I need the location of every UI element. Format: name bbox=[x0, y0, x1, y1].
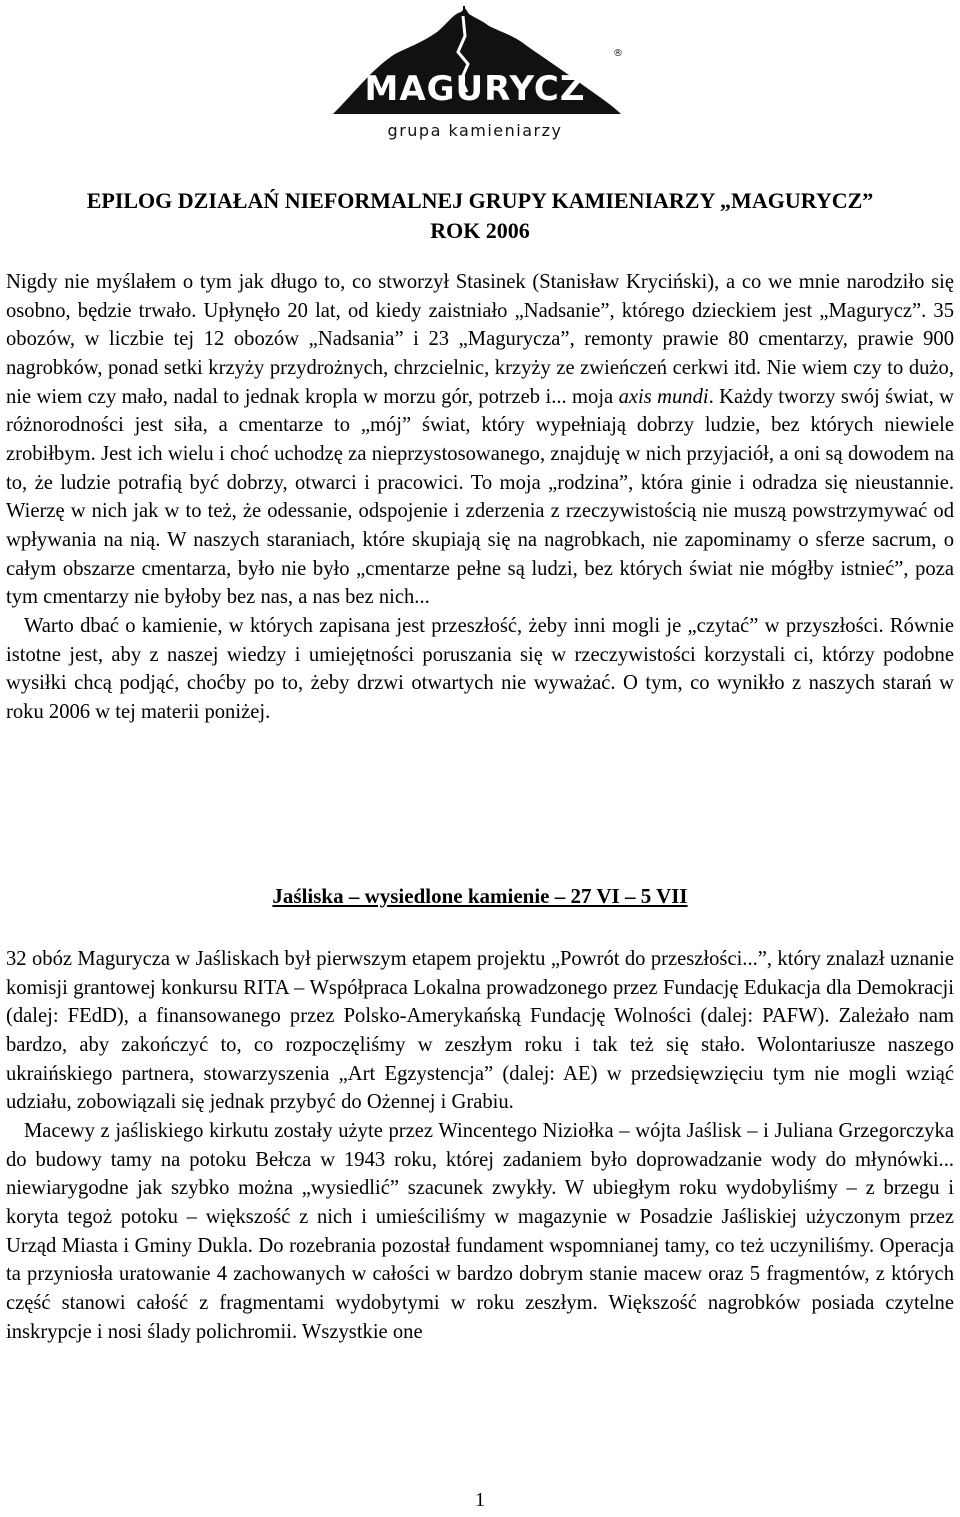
registered-mark: ® bbox=[613, 48, 623, 59]
intro-text-part2: . Każdy tworzy swój świat, w różnorodności jest siła, a cmentarze to „mój” świat, który wypełniają dobrzy ludzie, bez których niewiele zrobiłbym. Jest ich wielu i choć uchodzę za nieprzystosowanego, znajduję w nich przyjaciół, a oni są dowodem na to, że ludzie potrafią być dobrzy, otwarci i pracowici. To moja „rodzina”, która ginie i odradza się nieustannie. Wierzę w nich jak w to też, że odessanie, odspojenie i zderzenia z rzeczywistością nie muszą powstrzymywać od wpływania na nią. W naszych staraniach, które skupiają się na nagrobkach, nie zapominamy o sferze sacrum, o całym obszarze cmentarza, było nie było „cmentarze pełne są ludzi, bez których świat nie mógłby istnieć”, poza tym cmentarzy nie byłoby bez nas, a nas bez nich... bbox=[6, 385, 954, 609]
intro-text-part3: Warto dbać o kamienie, w których zapisana jest przeszłość, żeby inni mogli je „czytać” w przyszłości. Równie istotne jest, aby z naszej wiedzy i umiejętności poruszania się w rzeczywistości korzystali ci, którzy podobne wysiłki chcą podjąć, choćby po to, żeby drzwi otwartych nie wyważać. O tym, co wynikło z naszych starań w roku 2006 w tej materii poniżej. bbox=[6, 614, 954, 723]
document-subtitle-year: ROK 2006 bbox=[430, 218, 530, 243]
section-text-para1: 32 obóz Magurycza w Jaśliskach był pierwszym etapem projektu „Powrót do przeszłości...”, który znalazł uznanie komisji grantowej konkursu RITA – Współpraca Lokalna prowadzonego przez Fundację Edukacja dla Demokracji (dalej: FEdD), a finansowanego przez Polsko-Amerykańską Fundację Wolności (dalej: PAFW). Zależało nam bardzo, aby zakończyć to, co rozpoczęliśmy w zeszłym roku i tak też się stało. Wolontariusze naszego ukraińskiego partnera, stowarzyszenia „Art Egzystencja” (dalej: AE) w przedsięwzięciu tym nie mogli wziąć udziału, zobowiązali się jednak przybyć do Ożennej i Grabiu. bbox=[6, 948, 954, 1114]
logo-tagline: grupa kamieniarzy bbox=[387, 121, 563, 140]
section-paragraph bbox=[6, 945, 954, 1346]
section-text-para2: Macewy z jaśliskiego kirkutu zostały użyte przez Wincentego Niziołka – wójta Jaślisk – i Juliana Grzegorczyka do budowy tamy na potoku Bełcza w 1943 roku, której zadaniem było doprowadzanie wody do młynówki... niewiarygodne jak szybko można „wysiedlić” szacunek zwykły. W ubiegłym roku wydobyliśmy – z brzegu i koryta tegoż potoku – większość z nich i umieściliśmy w magazynie w Posadzie Jaśliskiej użyczonym przez Urząd Miasta i Gminy Dukla. Do rozebrania pozostał fundament wspomnianej tamy, co też uczyniliśmy. Operacja ta przyniosła uratowanie 4 zachowanych w całości w bardzo dobrym stanie macew oraz 5 fragmentów, z których część stanowi całość z fragmentami wydobytymi w roku zeszłym. Większość nagrobków posiada czytelne inskrypcje i nosi ślady polichromii. Wszystkie one bbox=[6, 1119, 954, 1343]
intro-paragraph bbox=[6, 268, 954, 727]
logo-wordmark: MAGURYCZ bbox=[364, 69, 586, 109]
intro-text-part1: Nigdy nie myślałem o tym jak długo to, co stworzył Stasinek (Stanisław Kryciński), a co we mnie narodziło się osobno, będzie trwało. Upłynęło 20 lat, od kiedy zaistniało „Nadsanie”, którego dzieckiem jest „Magurycz”. 35 obozów, w liczbie tej 12 obozów „Nadsania” i 23 „Magurycza”, remonty prawie 80 cmentarzy, prawie 900 nagrobków, ponad setki krzyży przydrożnych, chrzcielnic, krzyży ze zwieńczeń cerkwi itd. Nie wiem czy to dużo, nie wiem czy mało, nadal to jednak kropla w morzu gór, potrzeb i... moja bbox=[6, 271, 954, 408]
intro-text-italic: axis mundi bbox=[618, 385, 709, 408]
section-heading: Jaśliska – wysiedlone kamienie – 27 VI – 5 VII bbox=[272, 884, 688, 908]
page-number: 1 bbox=[475, 1489, 485, 1511]
document-title: EPILOG DZIAŁAŃ NIEFORMALNEJ GRUPY KAMIENIARZY „MAGURYCZ” bbox=[86, 188, 874, 213]
magurycz-logo bbox=[325, 6, 625, 146]
